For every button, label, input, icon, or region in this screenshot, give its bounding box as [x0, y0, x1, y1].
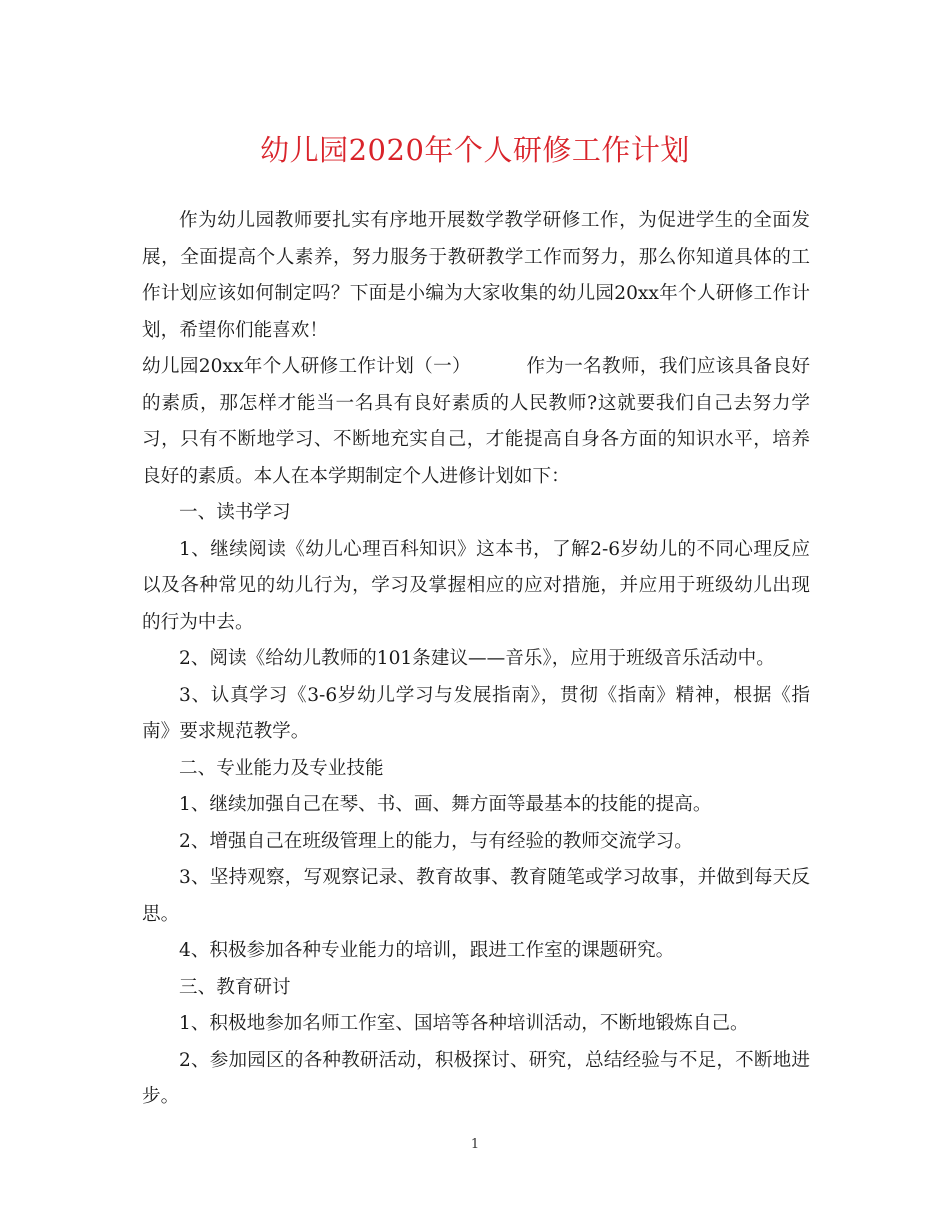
- section-item: 4、积极参加各种专业能力的培训，跟进工作室的课题研究。: [179, 940, 675, 961]
- page-number: 1: [470, 1137, 480, 1152]
- plan-intro: 作为一名教师，我们应该具备良好的素质，那怎样才能当一名具有良好素质的人民教师?这就要我们自己去努力学习，只有不断地学习、不断地充实自己，才能提高自身各方面的知识水平，培养良好的素质。本人在本学期制定个人进修计划如下：: [142, 356, 810, 487]
- section-heading: 一、读书学习: [179, 502, 291, 523]
- section-item: 2、增强自己在班级管理上的能力，与有经验的教师交流学习。: [179, 830, 693, 852]
- section-item: 1、继续阅读《幼儿心理百科知识》这本书，了解2-6岁幼儿的不同心理反应以及各种常见的幼儿行为，学习及掌握相应的应对措施，并应用于班级幼儿出现的行为中去。: [142, 538, 810, 633]
- intro-paragraph: 作为幼儿园教师要扎实有序地开展数学教学研修工作，为促进学生的全面发展，全面提高个人素养，努力服务于教研教学工作而努力，那么你知道具体的工作计划应该如何制定吗？下面是小编为大家收集的幼儿园20xx年个人研修工作计划，希望你们能喜欢！: [142, 210, 810, 341]
- document-title: 幼儿园2020年个人研修工作计划: [260, 133, 690, 167]
- section-item: 3、坚持观察，写观察记录、教育故事、教育随笔或学习故事，并做到每天反思。: [142, 867, 810, 925]
- section-item: 2、阅读《给幼儿教师的101条建议——音乐》，应用于班级音乐活动中。: [179, 648, 775, 669]
- section-item: 3、认真学习《3-6岁幼儿学习与发展指南》，贯彻《指南》精神，根据《指南》要求规范教学。: [142, 684, 810, 742]
- plan-paragraph: [142, 349, 810, 495]
- document-body: [142, 203, 810, 1116]
- section-item: 1、继续加强自己在琴、书、画、舞方面等最基本的技能的提高。: [179, 794, 712, 815]
- section-heading: 三、教育研讨: [179, 976, 291, 998]
- plan-heading: 幼儿园20xx年个人研修工作计划（一）: [142, 356, 471, 377]
- section-heading: 二、专业能力及专业技能: [179, 757, 384, 779]
- section-item: 2、参加园区的各种教研活动，积极探讨、研究，总结经验与不足，不断地进步。: [142, 1049, 810, 1107]
- section-item: 1、积极地参加名师工作室、国培等各种培训活动，不断地锻炼自己。: [179, 1013, 749, 1034]
